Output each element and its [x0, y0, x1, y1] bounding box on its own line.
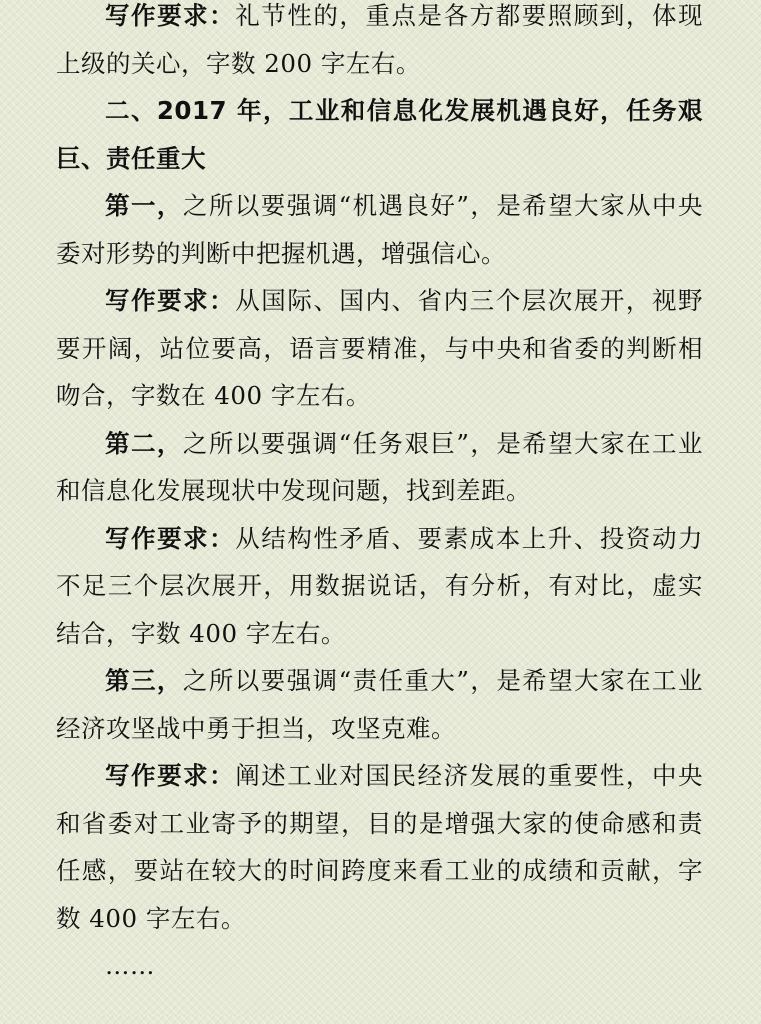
paragraph-text: 之所以要强调“责任重大”，是希望大家在工业经济攻坚战中勇于担当，攻坚克难。	[56, 666, 703, 743]
section-heading: 二、2017 年，工业和信息化发展机遇良好，任务艰巨、责任重大	[56, 96, 703, 173]
paragraph-third-point	[56, 657, 703, 752]
paragraph-label: 第一，	[105, 191, 183, 220]
paragraph-text: 从国际、国内、省内三个层次展开，视野要开阔，站位要高，语言要精准，与中央和省委的判断相吻合，字数在 400 字左右。	[56, 286, 704, 410]
paragraph-text: 阐述工业对国民经济发展的重要性，中央和省委对工业寄予的期望，目的是增强大家的使命感和责任感，要站在较大的时间跨度来看工业的成绩和贡献，字数 400 字左右。	[56, 761, 704, 933]
paragraph-text: 从结构性矛盾、要素成本上升、投资动力不足三个层次展开，用数据说话，有分析，有对比，虚实结合，字数 400 字左右。	[56, 523, 704, 648]
paragraph-second-point	[56, 420, 703, 515]
paragraph-requirement-intro	[56, 0, 703, 87]
paragraph-label: 写作要求：	[105, 1, 236, 30]
paragraph-text: 之所以要强调“机遇良好”，是希望大家从中央委对形势的判断中把握机遇，增强信心。	[56, 191, 703, 268]
paragraph-label: 第二，	[105, 428, 183, 458]
paragraph-label: 写作要求：	[105, 523, 236, 553]
paragraph-text: 礼节性的，重点是各方都要照顾到，体现上级的关心，字数 200 字左右。	[56, 1, 704, 78]
paragraph-label: 第三，	[105, 666, 183, 695]
paragraph-requirement-second	[56, 515, 703, 658]
paragraph-first-point	[56, 182, 703, 277]
paragraph-label: 写作要求：	[105, 286, 236, 315]
paragraph-requirement-third	[56, 752, 703, 942]
paragraph-requirement-first	[56, 277, 703, 420]
paragraph-label: 写作要求：	[105, 761, 236, 790]
ellipsis: ……	[105, 951, 155, 980]
paragraph-text: 之所以要强调“任务艰巨”，是希望大家在工业和信息化发展现状中发现问题，找到差距。	[56, 428, 703, 505]
